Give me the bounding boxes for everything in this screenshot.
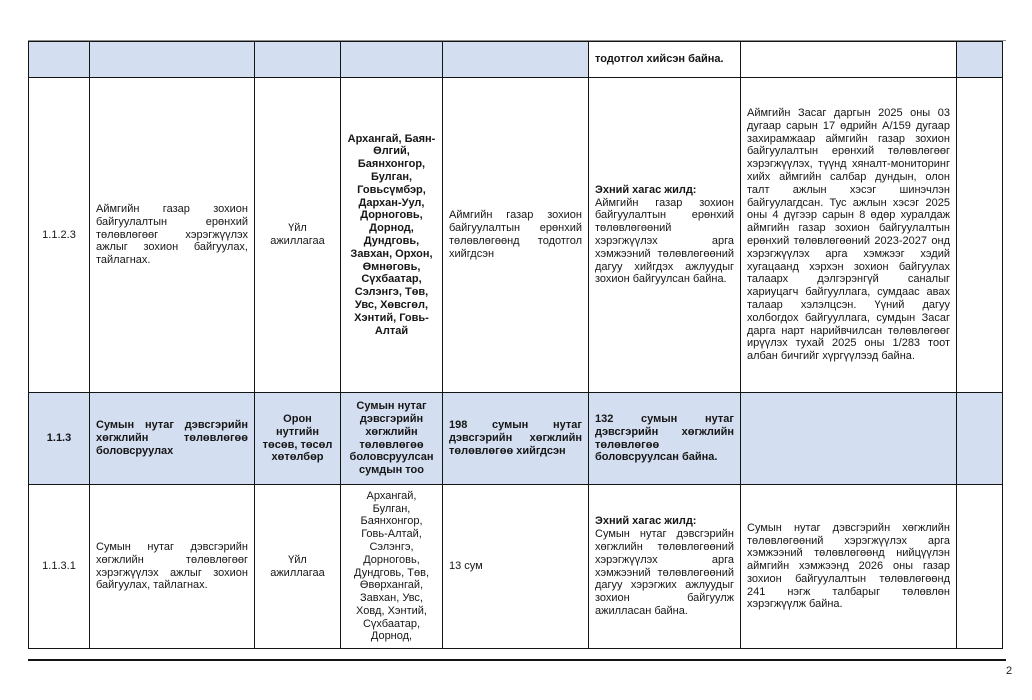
target-heading: Эхний хагас жилд: — [595, 515, 697, 528]
cell-spare — [957, 485, 1003, 649]
cell-index-continued — [29, 42, 90, 78]
cell-result: Аймгийн Засаг даргын 2025 оны 03 дугаар сарын 17 өдрийн А/159 дугаар захирамжаар аймгийн газар зохион байгуулалтын ерөнхий төлөвлөгөөг хэрэгжүүлэх, түүнд хяналт-мониторинг хийх аймгийн салбар дундын, олон талт ажлын хэсэг шинэчлэн байгуулагдсан. Тус ажлын хэсэг 2025 оны 4 дүгээр сарын 8 өдөр хуралдаж аймгийн газар зохион байгуулалтын ерөнхий төлөвлөгөөний 2023-2027 онд хэрэгжүүлэх арга хэмжээг хэдий хугацаанд хэрхэн зохион байгуулах талаарх дэлгэрэнгүй саналыг хариуцагч байгууллага, сумдаас авах талаар хэлэлцсэн. Үүний дагуу холбогдох байгууллага, сумдын Засаг дарга нарт нарийвчилсан төлөвлөгөөг ирүүлэх тухай 2025 оны 1/283 тоот албан бичгийг хүргүүлээд байна. — [741, 78, 957, 393]
table-row-1-1-2-3 — [29, 78, 1003, 393]
cell-type: Үйл ажиллагаа — [255, 78, 341, 393]
cell-indicator: 13 сум — [443, 485, 589, 649]
cell-result — [741, 393, 957, 485]
cell-activity: Сумын нутаг дэвсгэрийн хөгжлийн төлөвлөгөө боловсруулах — [90, 393, 255, 485]
cell-indicator: Аймгийн газар зохион байгуулалтын ерөнхий төлөвлөгөөнд тодотгол хийгдсэн — [443, 78, 589, 393]
cell-result: Сумын нутаг дэвсгэрийн хөгжлийн төлөвлөгөөний хэрэгжүүлэх арга хэмжээний төлөвлөгөөнд нийцүүлэн аймгийн хэмжээнд 2026 оны газар зохион байгуулалтын төлөвлөгөөнд 241 нэгж талбарыг төлөвлөн хэрэгжүүлж байна. — [741, 485, 957, 649]
cell-target-continued: тодотгол хийсэн байна. — [589, 42, 741, 78]
table-row-1-1-3-1 — [29, 485, 1003, 649]
cell-index: 1.1.3 — [29, 393, 90, 485]
cell-scope-continued — [341, 42, 443, 78]
cell-scope: Архангай, Баян-Өлгий, Баянхонгор, Булган, Говьсүмбэр, Дархан-Уул, Дорноговь, Дорнод, Дундговь, Завхан, Орхон, Өмнөговь, Сүхбаатар, Сэлэнгэ, Төв, Увс, Хөвсгөл, Хэнтий, Говь-Алтай — [341, 78, 443, 393]
target-body: Сумын нутаг дэвсгэрийн хөгжлийн төлөвлөгөөний хэрэгжүүлэх арга хэмжээний төлөвлөгөөний дагуу хэрэгжих ажлуудыг зохион байгуулж ажилласан байна. — [595, 528, 734, 617]
plan-table-grid — [28, 41, 1003, 649]
cell-target — [589, 78, 741, 393]
cell-index: 1.1.2.3 — [29, 78, 90, 393]
cell-result-continued — [741, 42, 957, 78]
cell-spare-continued — [957, 42, 1003, 78]
cell-indicator-continued — [443, 42, 589, 78]
cell-index: 1.1.3.1 — [29, 485, 90, 649]
cell-activity: Сумын нутаг дэвсгэрийн хөгжлийн төлөвлөгөөг хэрэгжүүлэх ажлыг зохион байгуулах, тайлагнах. — [90, 485, 255, 649]
page-break-cut-line — [28, 659, 1006, 661]
cell-target — [589, 485, 741, 649]
cell-activity: Аймгийн газар зохион байгуулалтын ерөнхий төлөвлөгөөг хэрэгжүүлэх ажлыг зохион байгуулах, тайлагнах. — [90, 78, 255, 393]
table-row-continued — [29, 42, 1003, 78]
table-row-1-1-3 — [29, 393, 1003, 485]
plan-table — [28, 40, 1006, 662]
cell-spare — [957, 393, 1003, 485]
target-body: Аймгийн газар зохион байгуулалтын ерөнхий төлөвлөгөөний хэрэгжүүлэх арга хэмжээний төлөвлөгөөний дагуу хийгдэх ажлуудыг зохион байгуулсан байна. — [595, 196, 734, 286]
target-heading: Эхний хагас жилд: — [595, 183, 697, 196]
cell-type: Орон нутгийн төсөв, төсөл хөтөлбөр — [255, 393, 341, 485]
cell-scope: Архангай, Булган, Баянхонгор, Говь-Алтай, Сэлэнгэ, Дорноговь, Дундговь, Төв, Өвөрхангай, Завхан, Увс, Ховд, Хэнтий, Сүхбаатар, Дорнод, — [341, 485, 443, 649]
page-number: 2 — [1006, 665, 1013, 677]
cell-type-continued — [255, 42, 341, 78]
cell-type: Үйл ажиллагаа — [255, 485, 341, 649]
cell-spare — [957, 78, 1003, 393]
cell-indicator: 198 сумын нутаг дэвсгэрийн хөгжлийн төлөвлөгөө хийгдсэн — [443, 393, 589, 485]
cell-activity-continued — [90, 42, 255, 78]
cell-target: 132 сумын нутаг дэвсгэрийн хөгжлийн төлөвлөгөө боловсруулсан байна. — [589, 393, 741, 485]
cell-scope: Сумын нутаг дэвсгэрийн хөгжлийн төлөвлөгөө боловсруулсан сумдын тоо — [341, 393, 443, 485]
